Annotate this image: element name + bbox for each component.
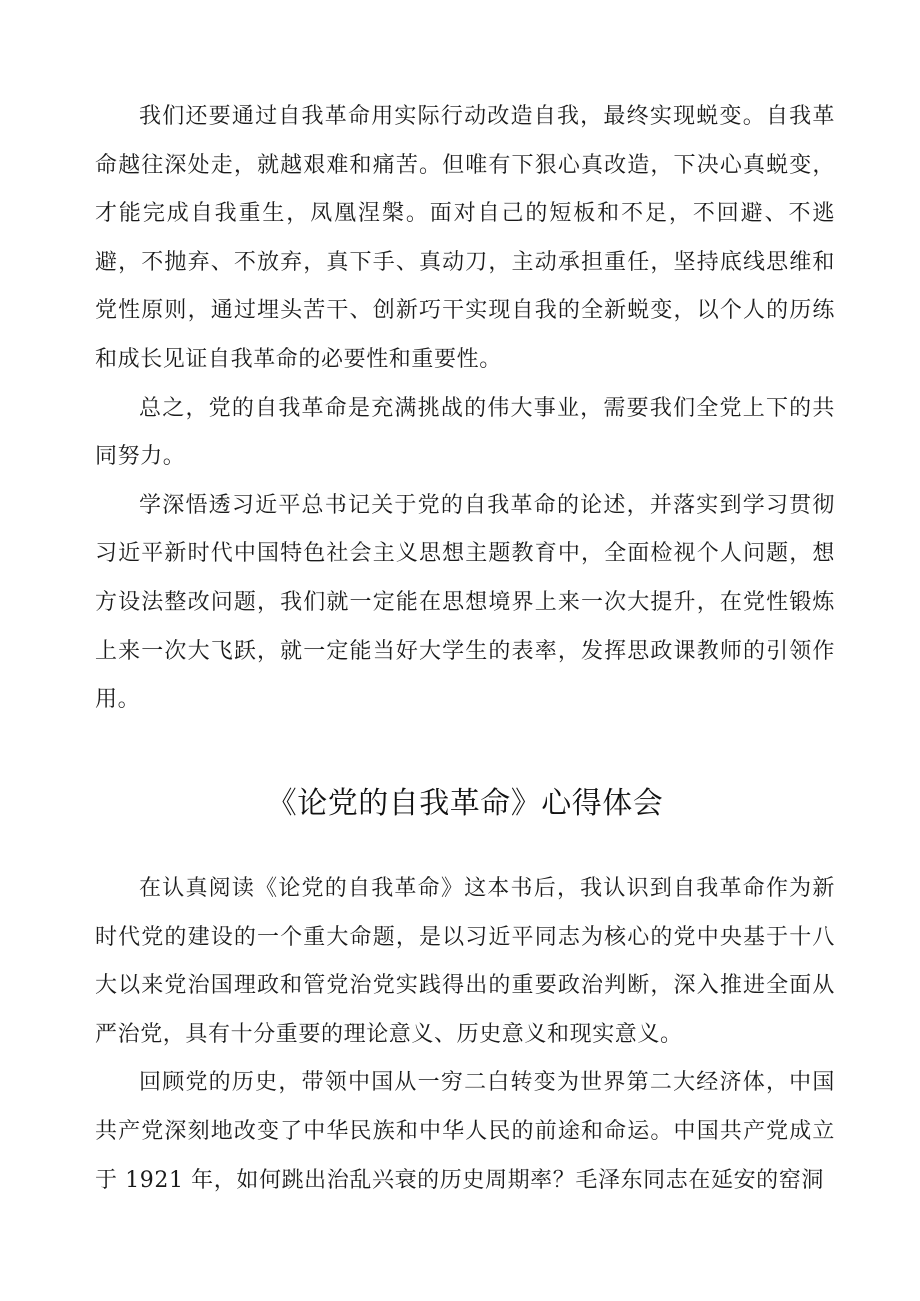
paragraph-study-conclusion: 学深悟透习近平总书记关于党的自我革命的论述，并落实到学习贯彻习近平新时代中国特色社会主义思想主题教育中，全面检视个人问题，想方设法整改问题，我们就一定能在思想境界上来一次大提升，在党性锻炼上来一次大飞跃，就一定能当好大学生的表率，发挥思政课教师的引领作用。 — [95, 492, 835, 713]
paragraph-party-history: 回顾党的历史，带领中国从一穷二白转变为世界第二大经济体，中国共产党深刻地改变了中华民族和中华人民的前途和命运。中国共产党成立于 1921 年，如何跳出治乱兴衰的历史周期率？毛泽东同志在延安的窑洞 — [95, 1070, 835, 1193]
lower-text-section — [95, 865, 835, 1205]
paragraph-reading-reflection: 在认真阅读《论党的自我革命》这本书后，我认识到自我革命作为新时代党的建设的一个重大命题，是以习近平同志为核心的党中央基于十八大以来党治国理政和管党治党实践得出的重要政治判断，深入推进全面从严治党，具有十分重要的理论意义、历史意义和现实意义。 — [95, 876, 835, 1047]
upper-text-section — [95, 93, 835, 725]
paragraph-self-transformation: 我们还要通过自我革命用实际行动改造自我，最终实现蜕变。自我革命越往深处走，就越艰难和痛苦。但唯有下狠心真改造，下决心真蜕变，才能完成自我重生，凤凰涅槃。面对自己的短板和不足，不回避、不逃避，不抛弃、不放弃，真下手、真动刀，主动承担重任，坚持底线思维和党性原则，通过埋头苦干、创新巧干实现自我的全新蜕变，以个人的历练和成长见证自我革命的必要性和重要性。 — [95, 104, 835, 372]
paragraph-summary: 总之，党的自我革命是充满挑战的伟大事业，需要我们全党上下的共同努力。 — [95, 395, 835, 470]
article-title: 《论党的自我革命》心得体会 — [266, 786, 664, 821]
